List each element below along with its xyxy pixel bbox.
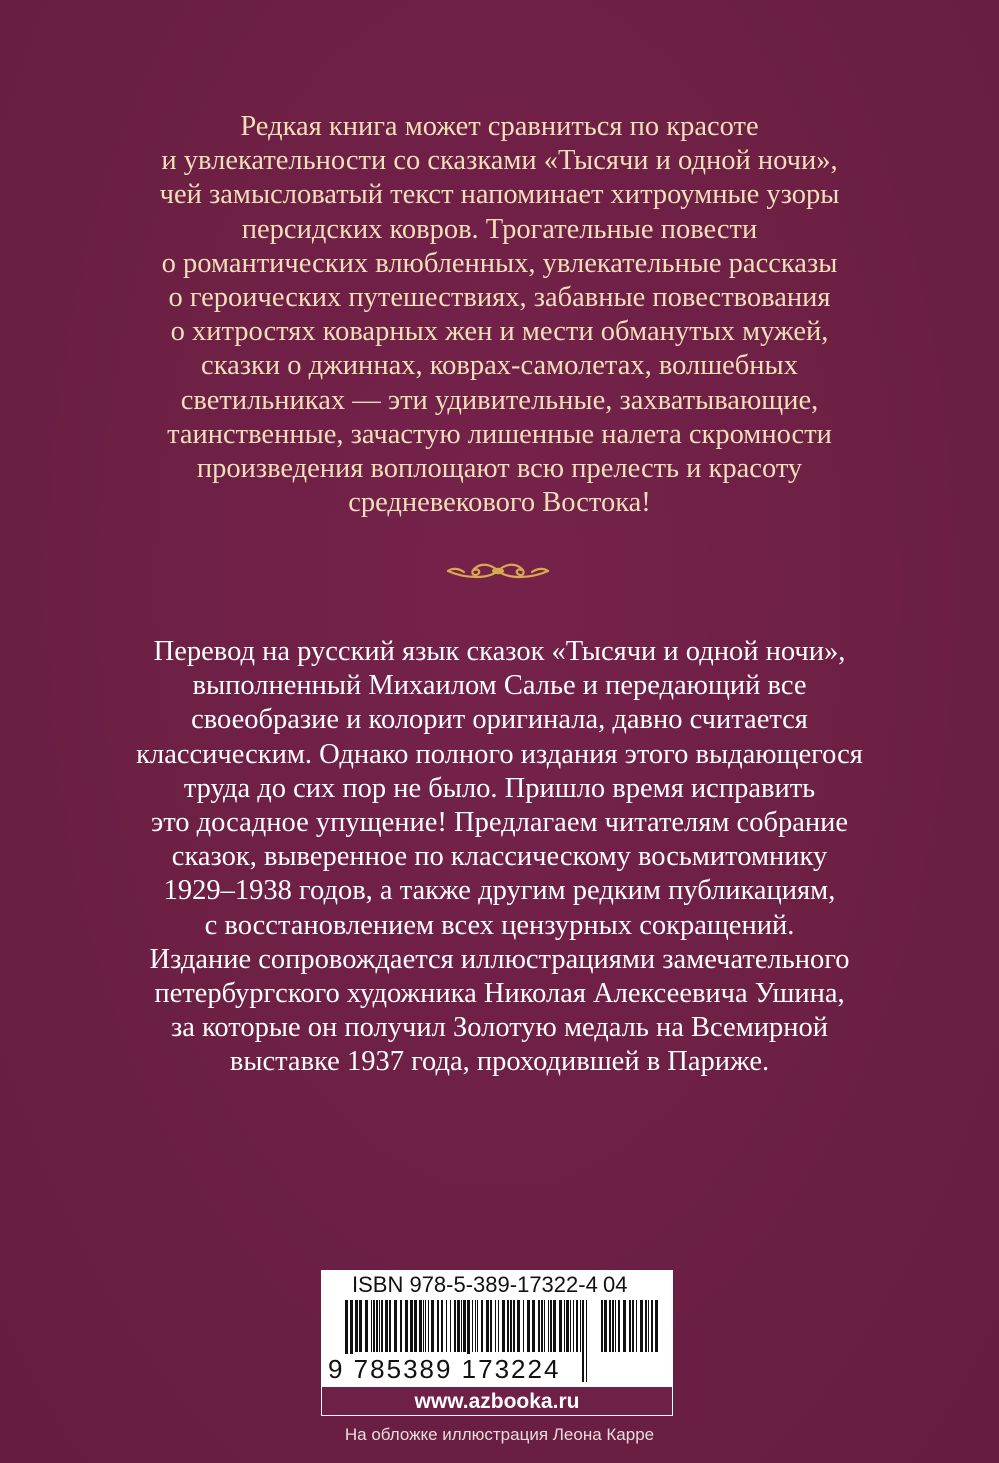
barcode-bar	[629, 1300, 631, 1352]
barcode-bar	[527, 1300, 530, 1352]
barcode-bar	[454, 1300, 456, 1352]
barcode-bar	[640, 1300, 643, 1352]
blurb-top-line: таинственные, зачастую лишенные налета скромности	[167, 418, 832, 450]
blurb-top-line: о героических путешествиях, забавные повествования	[168, 282, 831, 314]
barcode-bar	[582, 1300, 584, 1382]
barcode-bar	[623, 1300, 626, 1352]
barcode-bar	[645, 1300, 647, 1352]
illustration-credit: На обложке иллюстрация Леона Карре	[344, 1425, 655, 1444]
blurb-top-line: Редкая книга может сравниться по красоте	[240, 111, 759, 142]
barcode-bar	[507, 1300, 509, 1352]
barcode-digits: 9 785389 173224	[325, 1354, 563, 1385]
barcode-bar	[461, 1300, 462, 1352]
barcode-bar	[400, 1300, 402, 1352]
barcode-bar	[486, 1300, 489, 1352]
barcode-bar	[446, 1300, 447, 1352]
blurb-bottom-line: своеобразие и колорит оригинала, давно считается	[191, 704, 808, 736]
barcode-bar	[385, 1300, 388, 1352]
blurb-bottom-line: Перевод на русский язык сказок «Тысячи и одной ночи»,	[153, 636, 846, 667]
barcode-bar	[419, 1300, 422, 1352]
barcode-bar	[636, 1300, 637, 1352]
barcode-bar	[559, 1300, 562, 1352]
barcode-bar	[548, 1300, 549, 1352]
barcode-bar	[410, 1300, 413, 1352]
blurb-bottom-line: 1929–1938 годов, а также другим редким публикациям,	[163, 875, 836, 907]
gold-flourish-ornament-icon	[444, 557, 552, 585]
barcode-bar	[618, 1300, 620, 1352]
barcode-bar	[423, 1300, 424, 1352]
barcode-bar	[472, 1300, 473, 1352]
blurb-top-line: произведения воплощают всю прелесть и красоту	[196, 453, 803, 485]
barcode-bar	[632, 1300, 634, 1352]
blurb-top	[0, 110, 999, 520]
barcode-bar	[405, 1300, 408, 1352]
blurb-bottom-line: классическим. Однако полного издания этого выдающегося	[136, 738, 863, 770]
barcode-bar	[570, 1300, 571, 1352]
barcode-bar	[414, 1300, 417, 1352]
barcode-bar	[379, 1300, 380, 1352]
barcode-bar	[450, 1300, 451, 1352]
barcode-bar	[355, 1300, 358, 1352]
barcode-bar	[510, 1300, 512, 1352]
barcode-bar	[609, 1300, 611, 1352]
barcode-bar	[517, 1300, 520, 1352]
blurb-top-line: светильниках — эти удивительные, захватывающие,	[180, 384, 819, 416]
barcode-bar	[564, 1300, 565, 1352]
barcode-bar	[428, 1300, 429, 1352]
barcode-bar	[365, 1300, 368, 1352]
blurb-top-line: средневекового Востока!	[348, 487, 651, 519]
barcode-bar	[615, 1300, 616, 1352]
barcode-bar	[541, 1300, 543, 1352]
blurb-top-line: сказки о джиннах, коврах-самолетах, волшебных	[201, 350, 798, 382]
barcode-bar	[373, 1300, 375, 1352]
isbn-label: ISBN 978-5-389-17322-4	[352, 1272, 598, 1297]
blurb-bottom-line: выполненный Михаилом Салье и передающий все	[192, 670, 807, 702]
barcode-bar	[550, 1300, 552, 1352]
blurb-bottom-line: петербургского художника Николая Алексеевича Ушина,	[154, 978, 845, 1010]
barcode-bar	[475, 1300, 476, 1352]
barcode-bar	[490, 1300, 492, 1352]
barcode-addon-bars	[601, 1300, 659, 1382]
blurb-top-line: и увлекательности со сказками «Тысячи и одной ночи»,	[161, 145, 838, 177]
blurb-bottom-line: сказок, выверенное по классическому восьмитомнику	[171, 841, 828, 873]
barcode-bar	[648, 1300, 649, 1352]
barcode-bar	[573, 1300, 574, 1352]
barcode-bar	[566, 1300, 569, 1352]
barcode-bar	[601, 1300, 603, 1352]
isbn-addon-label: 04	[603, 1272, 628, 1297]
barcode-bar	[498, 1300, 499, 1352]
barcode-bar	[441, 1300, 443, 1352]
barcode-bar	[394, 1300, 397, 1352]
blurb-bottom-line: Издание сопровождается иллюстрациями замечательного	[149, 943, 850, 975]
barcode-bar	[381, 1300, 383, 1352]
barcode-bar	[389, 1300, 391, 1352]
blurb-bottom-line: с восстановлением всех цензурных сокращений.	[204, 909, 795, 941]
barcode-bar	[502, 1300, 505, 1352]
barcode-bar	[359, 1300, 362, 1352]
blurb-top-line: о романтических влюбленных, увлекательные рассказы	[161, 247, 838, 279]
barcode-bar	[586, 1300, 587, 1382]
barcode-bar	[513, 1300, 515, 1352]
barcode-bar	[651, 1300, 653, 1352]
barcode-bar	[477, 1300, 478, 1352]
barcode-bar	[481, 1300, 483, 1352]
barcode-bar	[437, 1300, 439, 1352]
blurb-bottom-line: выставке 1937 года, проходившей в Париже.	[229, 1046, 770, 1078]
barcode-bar	[523, 1300, 524, 1352]
barcode-bar	[553, 1300, 556, 1352]
barcode-bar	[431, 1300, 434, 1352]
barcode-bar	[495, 1300, 496, 1352]
publisher-url[interactable]: www.azbooka.ru	[321, 1386, 673, 1416]
barcode-bar	[425, 1300, 426, 1352]
barcode-bar	[532, 1300, 535, 1352]
blurb-bottom	[0, 635, 999, 1080]
barcode-bar	[544, 1300, 545, 1352]
barcode-bar	[612, 1300, 614, 1352]
isbn-barcode	[321, 1270, 673, 1416]
blurb-bottom-line: труда до сих пор не было. Пришло время исправить	[183, 772, 816, 804]
barcode-bar	[604, 1300, 607, 1352]
blurb-top-line: чей замысловатый текст напоминает хитроумные узоры	[159, 179, 840, 211]
blurb-bottom-line: за которые он получил Золотую медаль на Всемирной	[171, 1012, 828, 1044]
barcode-bar	[655, 1300, 658, 1352]
blurb-bottom-line: это досадное упущение! Предлагаем читателям собрание	[150, 807, 848, 839]
barcode-bar	[457, 1300, 460, 1352]
barcode-bar	[463, 1300, 466, 1352]
barcode-bar	[576, 1300, 578, 1352]
barcode-bar	[371, 1300, 372, 1352]
barcode-bar	[376, 1300, 378, 1352]
blurb-top-line: персидских ковров. Трогательные повести	[241, 213, 758, 245]
barcode-bar	[580, 1300, 581, 1352]
barcode-bar	[538, 1300, 540, 1352]
blurb-top-line: о хитростях коварных жен и мести обманутых мужей,	[170, 316, 829, 348]
